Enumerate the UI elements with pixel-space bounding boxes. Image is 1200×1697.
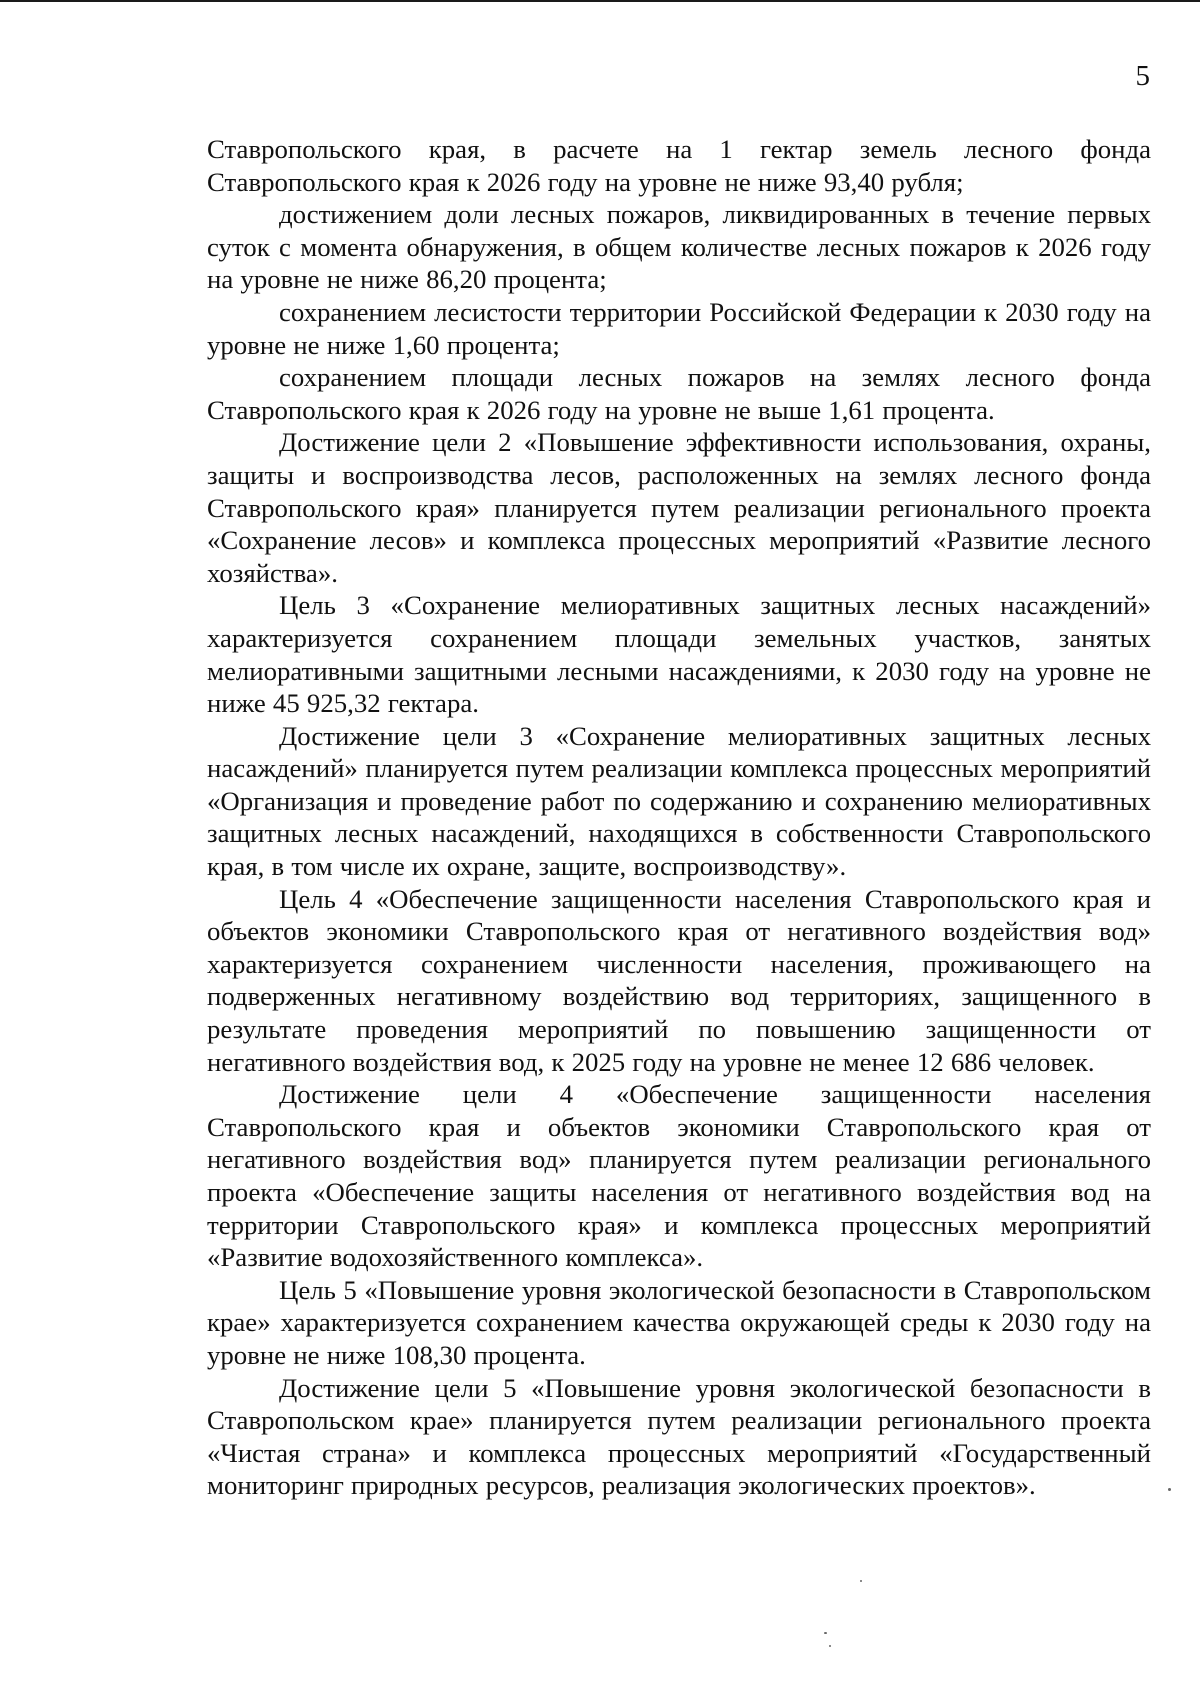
scan-speck bbox=[1168, 1488, 1171, 1491]
paragraph-continuation: Ставропольского края, в расчете на 1 гектар земель лесного фонда Ставропольского края к 2026 году на уровне не ниже 93,40 рубля; bbox=[207, 134, 1151, 197]
paragraph-goal-3-achievement: Достижение цели 3 «Сохранение мелиоративных защитных лесных насаждений» планируется путем реализации комплекса процессных мероприятий «Организация и проведение работ по содержанию и сохранению мелиоративных защитных лесных насаждений, находящихся в собственности Ставропольского края, в том числе их охране, защите, воспроизводству». bbox=[207, 720, 1151, 882]
document-body bbox=[207, 133, 1151, 1502]
scan-speck bbox=[824, 1632, 827, 1634]
paragraph-fire-liquidation: достижением доли лесных пожаров, ликвидированных в течение первых суток с момента обнаружения, в общем количестве лесных пожаров к 2026 году на уровне не ниже 86,20 процента; bbox=[207, 199, 1151, 295]
page-top-edge bbox=[0, 0, 1200, 2]
scan-speck bbox=[860, 1580, 862, 1582]
paragraph-goal-2-achievement: Достижение цели 2 «Повышение эффективности использования, охраны, защиты и воспроизводства лесов, расположенных на землях лесного фонда Ставропольского края» планируется путем реализации регионального проекта «Сохранение лесов» и комплекса процессных мероприятий «Развитие лесного хозяйства». bbox=[207, 427, 1151, 588]
paragraph-goal-4-achievement: Достижение цели 4 «Обеспечение защищенности населения Ставропольского края и объектов экономики Ставропольского края от негативного воздействия вод» планируется путем реализации регионального проекта «Обеспечение защиты населения от негативного воздействия вод на территории Ставропольского края» и комплекса процессных мероприятий «Развитие водохозяйственного комплекса». bbox=[207, 1079, 1151, 1273]
page-number: 5 bbox=[1135, 60, 1150, 92]
scan-speck bbox=[829, 1645, 831, 1647]
paragraph-forest-cover: сохранением лесистости территории Российской Федерации к 2030 году на уровне не ниже 1,60 процента; bbox=[207, 296, 1151, 360]
paragraph-fire-area: сохранением площади лесных пожаров на землях лесного фонда Ставропольского края к 2026 году на уровне не выше 1,61 процента. bbox=[207, 362, 1151, 425]
paragraph-goal-5-achievement: Достижение цели 5 «Повышение уровня экологической безопасности в Ставропольском крае» планируется путем реализации регионального проекта «Чистая страна» и комплекса процессных мероприятий «Государственный мониторинг природных ресурсов, реализация экологических проектов». bbox=[207, 1372, 1151, 1501]
paragraph-goal-5: Цель 5 «Повышение уровня экологической безопасности в Ставропольском крае» характеризуется сохранением качества окружающей среды к 2030 году на уровне не ниже 108,30 процента. bbox=[207, 1274, 1151, 1370]
paragraph-goal-3: Цель 3 «Сохранение мелиоративных защитных лесных насаждений» характеризуется сохранением площади земельных участков, занятых мелиоративными защитными лесными насаждениями, к 2030 году на уровне не ниже 45 925,32 гектара. bbox=[207, 590, 1151, 719]
paragraph-goal-4: Цель 4 «Обеспечение защищенности населения Ставропольского края и объектов экономики Ставропольского края от негативного воздействия вод» характеризуется сохранением численности населения, проживающего на подверженных негативному воздействию вод территориях, защищенного в результате проведения мероприятий по повышению защищенности от негативного воздействия вод, к 2025 году на уровне не менее 12 686 человек. bbox=[207, 883, 1151, 1077]
